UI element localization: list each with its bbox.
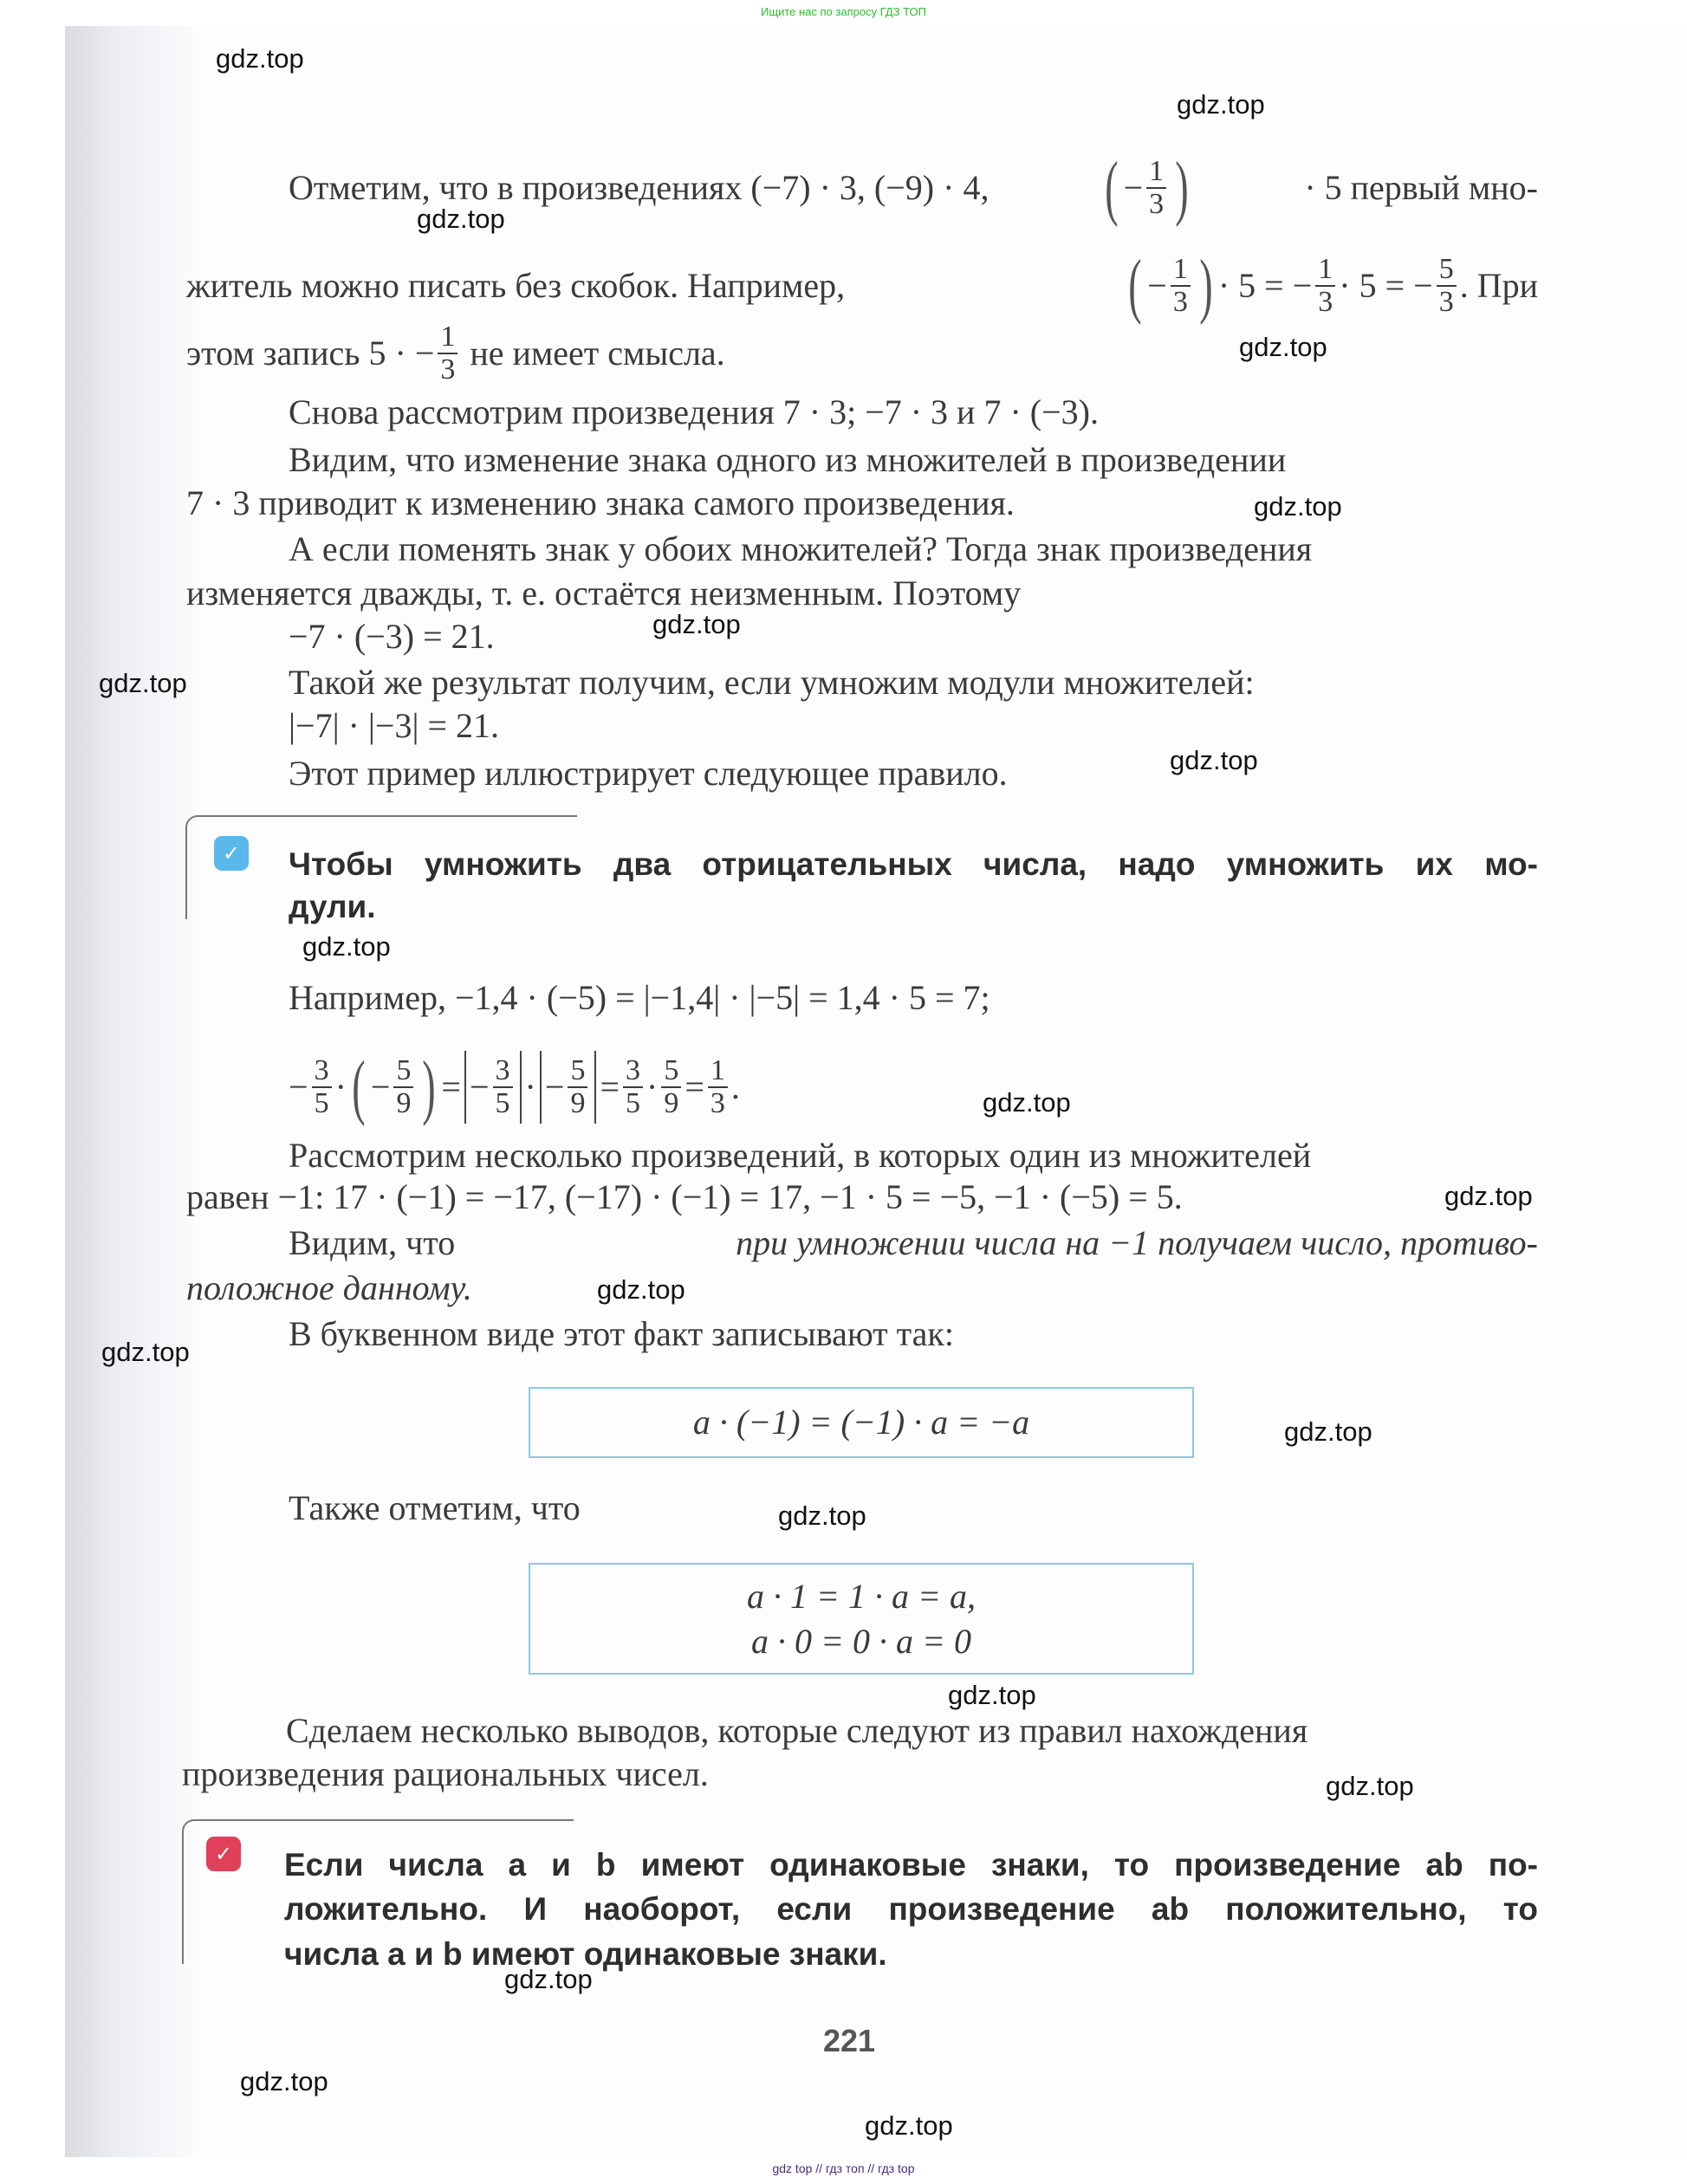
text-line: А если поменять знак у обоих множителей? Тогда знак произведения (289, 529, 1313, 568)
text-line: |−7| · |−3| = 21. (289, 706, 500, 745)
text-line: −7 · (−3) = 21. (289, 617, 495, 656)
fraction: $\frac{1}{3}$ (438, 321, 457, 386)
text-line: Такой же результат получим, если умножим модули множителей: (289, 663, 1255, 702)
text-line: положное данному. (186, 1268, 472, 1307)
rule-text: Чтобы умножить два отрицательных числа, надо умножить их мо- (289, 846, 1538, 882)
text-line: Видим, что при умножении числа на −1 получаем число, противо- (289, 1223, 1538, 1262)
text-line: произведения рациональных чисел. (182, 1754, 709, 1793)
text-line: Снова рассмотрим произведения 7 · 3; −7 · 3 и 7 · (−3). (289, 392, 1099, 431)
watermark: gdz.top (216, 43, 304, 74)
watermark: gdz.top (983, 1087, 1071, 1118)
text-line: Сделаем несколько выводов, которые следуют из правил нахождения (286, 1711, 1308, 1750)
text-line: житель можно писать без скобок. Например, ( − $\frac{1}{3}$ ) · 5 = − $\frac{1}{3}$ · 5 = − $\frac{5}{3}$ . При (186, 245, 1538, 326)
watermark: gdz.top (652, 609, 741, 639)
text: · 5 первый мно- (1304, 168, 1538, 207)
watermark: gdz.top (948, 1680, 1036, 1710)
watermark: gdz.top (1254, 491, 1342, 522)
rule-text: Если числа a и b имеют одинаковые знаки, то произведение ab по- (284, 1847, 1538, 1883)
text-line: Отметим, что в произведениях (−7) · 3, (−9) · 4, ( − $\frac{1}{3}$ ) · 5 первый мно- (289, 147, 1538, 228)
footer-links: gdz top // гдз топ // гдз top (772, 2161, 915, 2175)
watermark: gdz.top (1177, 89, 1265, 120)
top-banner: Ищите нас по запросу ГДЗ ТОП (761, 5, 926, 18)
text-line: В буквенном виде этот факт записывают так: (289, 1314, 954, 1353)
text-line: Также отметим, что (289, 1488, 581, 1527)
checkmark-icon: ✓ (214, 836, 249, 871)
watermark: gdz.top (240, 2066, 328, 2097)
text-line: Этот пример иллюстрирует следующее правило. (289, 754, 1008, 793)
rule-text: дули. (289, 889, 376, 924)
formula-box: a · (−1) = (−1) · a = −a (529, 1387, 1194, 1458)
text-line: Видим, что изменение знака одного из множителей в произведении (289, 440, 1287, 479)
watermark: gdz.top (302, 931, 391, 962)
text-line: изменяется дважды, т. е. остаётся неизменным. Поэтому (186, 574, 1022, 612)
watermark: gdz.top (417, 204, 505, 234)
rule-text: ложительно. И наоборот, если произведение ab положительно, то (284, 1891, 1538, 1927)
fraction: $\frac{1}{3}$ (1315, 254, 1335, 318)
watermark: gdz.top (1444, 1181, 1533, 1211)
rule-text: числа a и b имеют одинаковые знаки. (284, 1936, 887, 1972)
text-line: равен −1: 17 · (−1) = −17, (−17) · (−1) = 17, −1 · 5 = −5, −1 · (−5) = 5. (186, 1177, 1183, 1216)
watermark: gdz.top (1326, 1771, 1414, 1801)
text-line: этом запись 5 · − $\frac{1}{3}$ не имеет смысла. (186, 321, 725, 386)
watermark: gdz.top (597, 1274, 685, 1305)
watermark: gdz.top (778, 1500, 866, 1531)
watermark: gdz.top (99, 668, 187, 698)
text: Отметим, что в произведениях (−7) · 3, (−9) · 4, (289, 168, 989, 207)
page-number: 221 (823, 2023, 876, 2058)
text-line: Например, −1,4 · (−5) = |−1,4| · |−5| = 1,4 · 5 = 7; (289, 978, 990, 1017)
watermark: gdz.top (1284, 1416, 1372, 1447)
watermark: gdz.top (101, 1337, 190, 1367)
text-line: Рассмотрим несколько произведений, в которых один из множителей (289, 1136, 1312, 1175)
fraction: $\frac{1}{3}$ (1171, 254, 1191, 318)
watermark: gdz.top (865, 2110, 953, 2141)
watermark: gdz.top (504, 1964, 593, 1994)
fraction: $\frac{1}{3}$ (1146, 156, 1166, 220)
fraction: $\frac{5}{3}$ (1437, 254, 1457, 318)
text-line: 7 · 3 приводит к изменению знака самого произведения. (186, 483, 1015, 522)
math-line: − $\frac{3}{5}$ · ( − $\frac{5}{9}$ ) = − $\frac{3}{5}$ · − $\frac{5}{9}$ = $\frac{3}{5}$ · $\frac{5}{9}$ = $\frac{1}{3}$ . (289, 1047, 740, 1127)
formula-box: a · 1 = 1 · a = a, a · 0 = 0 · a = 0 (529, 1563, 1194, 1675)
page-gutter-shadow (65, 26, 195, 2157)
rule-icon: ✓ (206, 1837, 241, 1871)
watermark: gdz.top (1170, 745, 1258, 775)
watermark: gdz.top (1239, 332, 1327, 362)
